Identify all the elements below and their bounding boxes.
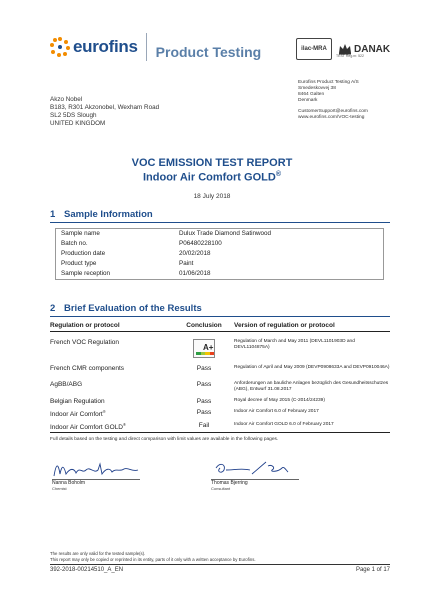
- table-row: Batch no. P06480228100: [61, 240, 222, 247]
- evaluation-table-bottom-rule: [50, 432, 390, 433]
- table-row: Indoor Air Comfort GOLD® Fail Indoor Air Comfort GOLD 6.0 of February 2017: [50, 422, 334, 432]
- table-row: Sample name Dulux Trade Diamond Satinwood: [61, 230, 272, 237]
- recipient-address: [50, 96, 159, 128]
- badge-grade: A+: [203, 343, 214, 352]
- page-footer: [50, 567, 390, 573]
- table-row: Indoor Air Comfort® Pass Indoor Air Comfort 6.0 of February 2017: [50, 409, 319, 419]
- sender-line: 8464 Galten: [298, 92, 325, 97]
- signatory-name: Nanna Boholm: [52, 480, 86, 486]
- table-row: French VOC Regulation A+ Regulation of March and May 2011 (DEVL1101903D and DEVL1104875A): [50, 339, 390, 358]
- sender-address: [298, 80, 368, 121]
- col-header-regulation: Regulation or protocol: [50, 322, 120, 329]
- page-number: Page 1 of 17: [355, 567, 390, 573]
- note-line: The results are only valid for the tested sample(s).: [50, 551, 146, 556]
- section-2-heading: 2 Brief Evaluation of the Results: [50, 303, 202, 314]
- col-header-version: Version of regulation or protocol: [234, 322, 335, 329]
- logo-wordmark: eurofins: [73, 37, 138, 56]
- sender-line: Denmark: [298, 98, 318, 103]
- danak-label: DANAK: [354, 43, 391, 55]
- sender-line: Smedeskovvej 38: [298, 86, 336, 91]
- signatory-1: [52, 480, 85, 492]
- table-row: French CMR components Pass Regulation of April and May 2009 (DEVP0908633A and DEVP0910046A): [50, 365, 390, 372]
- sender-line: Eurofins Product Testing A/S: [298, 80, 359, 85]
- evaluation-footnote: Full details based on the testing and direct comparison with limit values are available in the following pages.: [50, 437, 279, 442]
- section-1-rule: [50, 222, 390, 223]
- recipient-line: Akzo Nobel: [50, 96, 83, 103]
- document-id: 392-2018-00214510_A_EN: [50, 567, 124, 573]
- signatory-role: Consultant: [211, 486, 231, 491]
- signature-bjerring: [212, 458, 292, 480]
- table-row: Production date 20/02/2018: [61, 250, 211, 257]
- signatory-role: Chemist: [52, 486, 67, 491]
- signatory-2: [211, 480, 248, 492]
- section-2-rule: [50, 316, 390, 317]
- sender-website[interactable]: www.eurofins.com/VOC-testing: [298, 115, 365, 120]
- logo-separator: [146, 33, 147, 61]
- table-row: Sample reception 01/06/2018: [61, 270, 211, 277]
- report-subtitle: Indoor Air Comfort GOLD®: [143, 171, 281, 184]
- report-date: 18 July 2018: [193, 193, 231, 200]
- table-row: Product type Paint: [61, 260, 194, 267]
- logo-subtitle: Product Testing: [155, 44, 262, 60]
- ilac-mra-logo: ilac-MRA: [296, 38, 332, 60]
- note-line: This report may only be copied or reprinted in its entity, parts of it only with a written acceptance by Eurofins.: [50, 556, 256, 562]
- french-voc-label-badge: [193, 339, 215, 358]
- report-title: VOC EMISSION TEST REPORT: [131, 157, 293, 169]
- danak-registration: TEST Reg.nr. 522: [336, 54, 364, 58]
- table-row: Belgian Regulation Pass Royal decree of May 2015 (C-2014/24239): [50, 398, 325, 405]
- signatory-name: Thomas Bjerring: [211, 480, 248, 486]
- eurofins-logo: [50, 33, 261, 61]
- legal-notes: [50, 551, 256, 562]
- eurofins-dots-icon: [50, 37, 70, 57]
- table-row: AgBB/ABG Pass Anforderungen an bauliche Anlagen bezüglich des Gesundheitsschutzes (ABG), Entwurf 31.08.2017: [50, 381, 389, 392]
- section-1-heading: 1 Sample Information: [50, 209, 153, 220]
- registered-mark: ®: [275, 171, 281, 178]
- recipient-line: B183, R301 Akzonobel, Wexham Road: [50, 103, 160, 111]
- evaluation-table-header: [50, 322, 390, 332]
- signature-boholm: [52, 460, 142, 480]
- recipient-line: UNITED KINGDOM: [50, 119, 106, 127]
- sender-email[interactable]: CustomerSupport@eurofins.com: [298, 109, 368, 114]
- col-header-conclusion: Conclusion: [186, 322, 222, 329]
- footer-rule: [50, 564, 390, 565]
- sample-info-table: [55, 228, 384, 280]
- recipient-line: SL2 5DS Slough: [50, 111, 97, 119]
